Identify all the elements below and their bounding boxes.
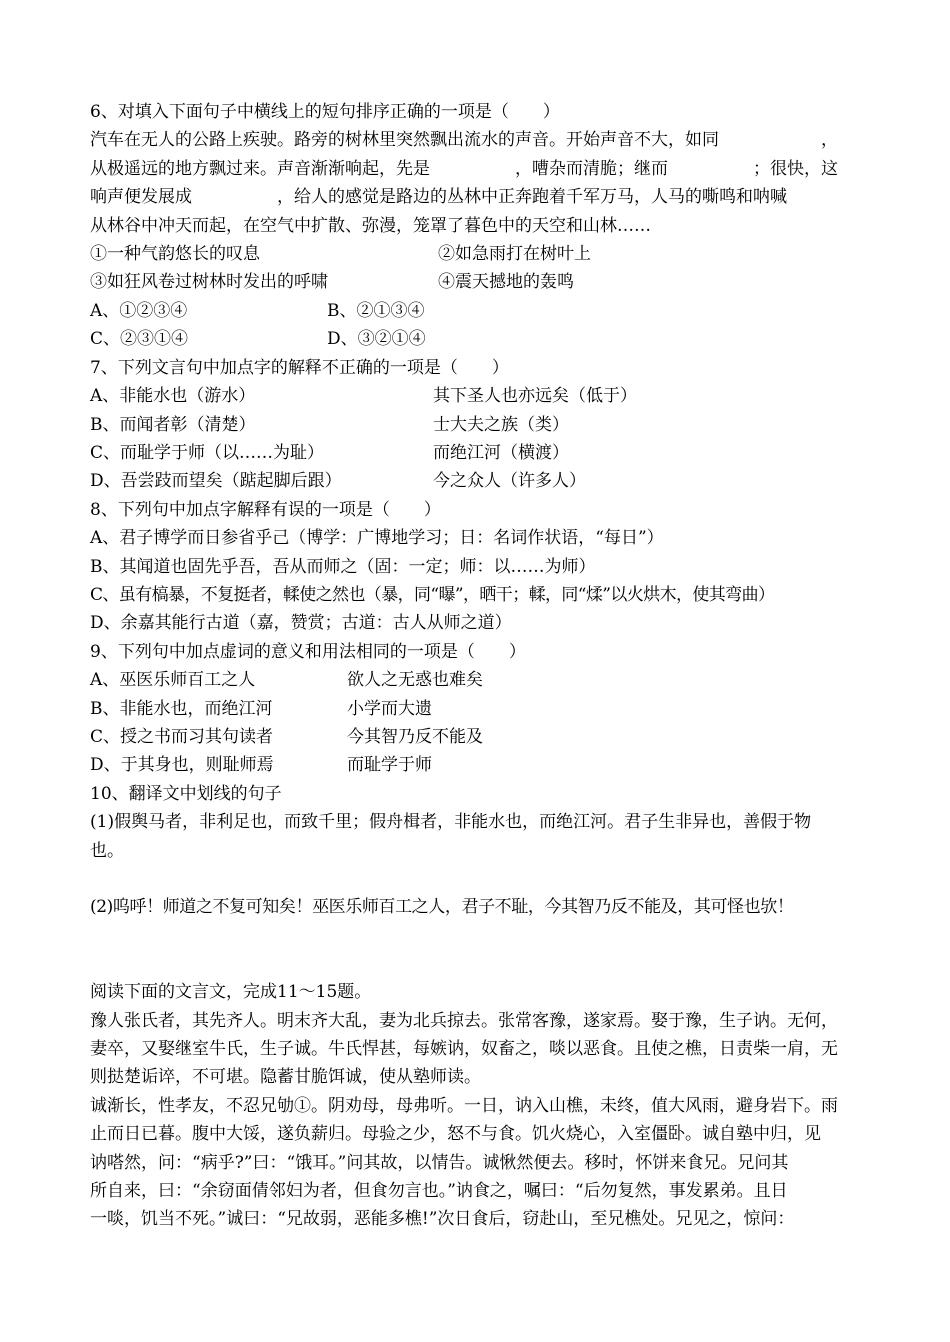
q6-option: B、②①③④ <box>327 301 425 321</box>
q9-option: C、授之书而习其句读者 <box>90 727 274 747</box>
q6-passage-line: 汽车在无人的公路上疾驶。路旁的树林里突然飘出流水的声音。开始声音不大，如同 ， <box>90 130 838 150</box>
q8-option: C、虽有槁暴，不复挺者，輮使之然也（暴，同“曝”，晒干；輮，同“煣”以火烘木，使其弯曲） <box>90 585 775 605</box>
q8-stem: 8、下列句中加点字解释有误的一项是（ ） <box>90 500 441 520</box>
q6-option: D、③②①④ <box>327 329 426 349</box>
q6-stem: 6、对填入下面句子中横线上的短句排序正确的一项是（ ） <box>90 102 560 122</box>
reading-line: 讷嗒然，问：“病乎?”曰：“饿耳。”问其故，以情告。诚愀然便去。移时，怀饼来食兄。兄问其 <box>90 1153 789 1173</box>
q9-stem: 9、下列句中加点虚词的意义和用法相同的一项是（ ） <box>90 642 526 662</box>
reading-intro: 阅读下面的文言文，完成11～15题。 <box>90 982 372 1002</box>
q9-option-pair: 今其智乃反不能及 <box>347 727 483 747</box>
q7-option: A、非能水也（游水） <box>90 386 256 406</box>
q6-option: A、①②③④ <box>90 301 188 321</box>
reading-line: 诚渐长，性孝友，不忍兄劬①。阴劝母，母弗听。一日，讷入山樵，未终，值大风雨，避身岩下。雨 <box>90 1096 838 1116</box>
reading-line: 则挞楚诟谇，不可堪。隐蓄甘脆饵诚，使从塾师读。 <box>90 1067 481 1087</box>
q9-option: B、非能水也，而绝江河 <box>90 699 273 719</box>
q6-passage-line: 从林谷中冲天而起，在空气中扩散、弥漫，笼罩了暮色中的天空和山林…… <box>90 216 651 236</box>
q9-option: A、巫医乐师百工之人 <box>90 670 256 690</box>
q9-option: D、于其身也，则耻师焉 <box>90 755 274 775</box>
q6-item: ③如狂风卷过树林时发出的呼啸 <box>90 272 328 292</box>
reading-line: 豫人张氏者，其先齐人。明末齐大乱，妻为北兵掠去。张常客豫，遂家焉。娶于豫，生子讷。无何， <box>90 1011 838 1031</box>
q6-passage-line: 从极遥远的地方飘过来。声音渐渐响起，先是 ，嘈杂而清脆；继而 ；很快，这 <box>90 159 838 179</box>
reading-line: 一啖，饥当不死。”诚曰：“兄故弱，恶能多樵!”次日食后，窃赴山，至兄樵处。兄见之，惊问： <box>90 1209 795 1229</box>
q7-option-pair: 而绝江河（横渡） <box>433 443 569 463</box>
q9-option-pair: 而耻学于师 <box>347 755 432 775</box>
q7-option-pair: 士大夫之族（类） <box>433 415 569 435</box>
q6-item: ①一种气韵悠长的叹息 <box>90 244 260 264</box>
q7-option: C、而耻学于师（以……为耻） <box>90 443 325 463</box>
q9-option-pair: 欲人之无惑也难矣 <box>347 670 483 690</box>
q10-sentence-2: (2)呜呼！师道之不复可知矣！巫医乐师百工之人，君子不耻，今其智乃反不能及，其可怪也欤！ <box>90 897 794 917</box>
q10-sentence-1: 也。 <box>90 841 124 861</box>
reading-line: 妻卒，又娶继室牛氏，生子诚。牛氏悍甚，每嫉讷，奴畜之，啖以恶食。且使之樵，日责柴一肩，无 <box>90 1039 838 1059</box>
q8-option: D、余嘉其能行古道（嘉，赞赏；古道：古人从师之道） <box>90 613 512 633</box>
q7-option: B、而闻者彰（清楚） <box>90 415 256 435</box>
reading-line: 所自来，曰：“余窃面倩邻妇为者，但食勿言也。”讷食之，嘱曰：“后勿复然，事发累弟。且日 <box>90 1181 788 1201</box>
q8-option: B、其闻道也固先乎吾，吾从而师之（固：一定；师：以……为师） <box>90 557 596 577</box>
q7-option: D、吾尝跂而望矣（踮起脚后跟） <box>90 471 342 491</box>
q10-sentence-1: (1)假舆马者，非利足也，而致千里；假舟楫者，非能水也，而绝江河。君子生非异也，善假于物 <box>90 812 812 832</box>
q6-item: ②如急雨打在树叶上 <box>438 244 591 264</box>
q7-option-pair: 其下圣人也亦远矣（低于） <box>433 386 637 406</box>
reading-line: 止而日已暮。腹中大馁，遂负薪归。母验之少，怒不与食。饥火烧心，入室僵卧。诚自塾中归，见 <box>90 1124 821 1144</box>
q8-option: A、君子博学而日参省乎己（博学：广博地学习；日：名词作状语，“每日”） <box>90 528 664 548</box>
q7-option-pair: 今之众人（许多人） <box>433 471 586 491</box>
q6-item: ④震天撼地的轰鸣 <box>438 272 574 292</box>
q10-stem: 10、翻译文中划线的句子 <box>90 784 282 804</box>
q9-option-pair: 小学而大遗 <box>347 699 432 719</box>
q6-option: C、②③①④ <box>90 329 189 349</box>
q7-stem: 7、下列文言句中加点字的解释不正确的一项是（ ） <box>90 358 509 378</box>
q6-passage-line: 响声便发展成 ，给人的感觉是路边的丛林中正奔跑着千军万马，人马的嘶鸣和呐喊 <box>90 187 787 207</box>
